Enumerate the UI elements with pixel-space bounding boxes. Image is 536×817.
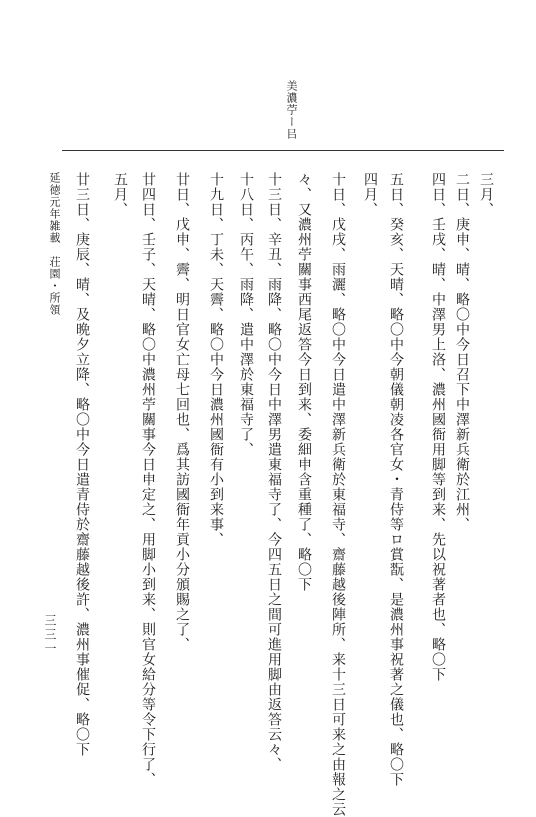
running-footer-title: 延徳元年雑載 荘園・所領 (48, 172, 61, 316)
text-line-13: 五月、 (112, 172, 128, 217)
text-line-5: 四月、 (362, 172, 378, 217)
running-header-title: 美濃苧ー㠯 (285, 80, 298, 140)
text-line-14: 廿三日、庚辰、晴、及晩夕立降、略〇中今日遣青侍於齋藤越後許、濃州事催促、略〇下 (74, 172, 90, 757)
text-line-1: 三月、 (478, 172, 494, 217)
text-line-7: 々、又濃州苧關事西尾返答今日到来、委細申含重種了、略〇下 (296, 172, 312, 592)
text-line-4: 五日、癸亥、天晴、略〇中今朝儀朝凌各官女・青侍等ロ賞翫、是濃州事祝著之儀也、略〇下 (388, 172, 404, 787)
text-line-11: 廿日、戊申、霽、明日官女亡母七回也、爲其訪國衙年貢小分頒賜之了、 (174, 172, 190, 652)
text-line-2: 二日、庚申、晴、略〇中今日召下中澤新兵衛於江州、 (454, 172, 470, 532)
text-line-3: 四日、壬戌、晴、中澤男上洛、濃州國衙用脚等到来、先以祝著者也、略〇下 (430, 172, 446, 682)
text-line-10: 十九日、丁未、天霽、略〇中今日濃州國衙有小到来事、 (208, 172, 224, 547)
text-line-8: 十三日、辛丑、雨降、略〇中今日中澤男遣東福寺了、今四五日之間可進用脚由返答云々、 (266, 172, 282, 772)
text-line-9: 十八日、丙午、雨降、遣中澤於東福寺了、 (238, 172, 254, 457)
header-rule (62, 150, 504, 151)
text-line-12: 廿四日、壬子、天晴、略〇中濃州苧關事今日申定之、用脚小到来、則官女給分等令下行了、 (140, 172, 156, 787)
text-line-6: 十日、戊戌、雨灑、略〇中今日遣中澤新兵衛於東福寺、齋藤越後陣所、来十三日可来之由報之云 (330, 172, 346, 817)
page-number: 三三一 (43, 614, 57, 656)
